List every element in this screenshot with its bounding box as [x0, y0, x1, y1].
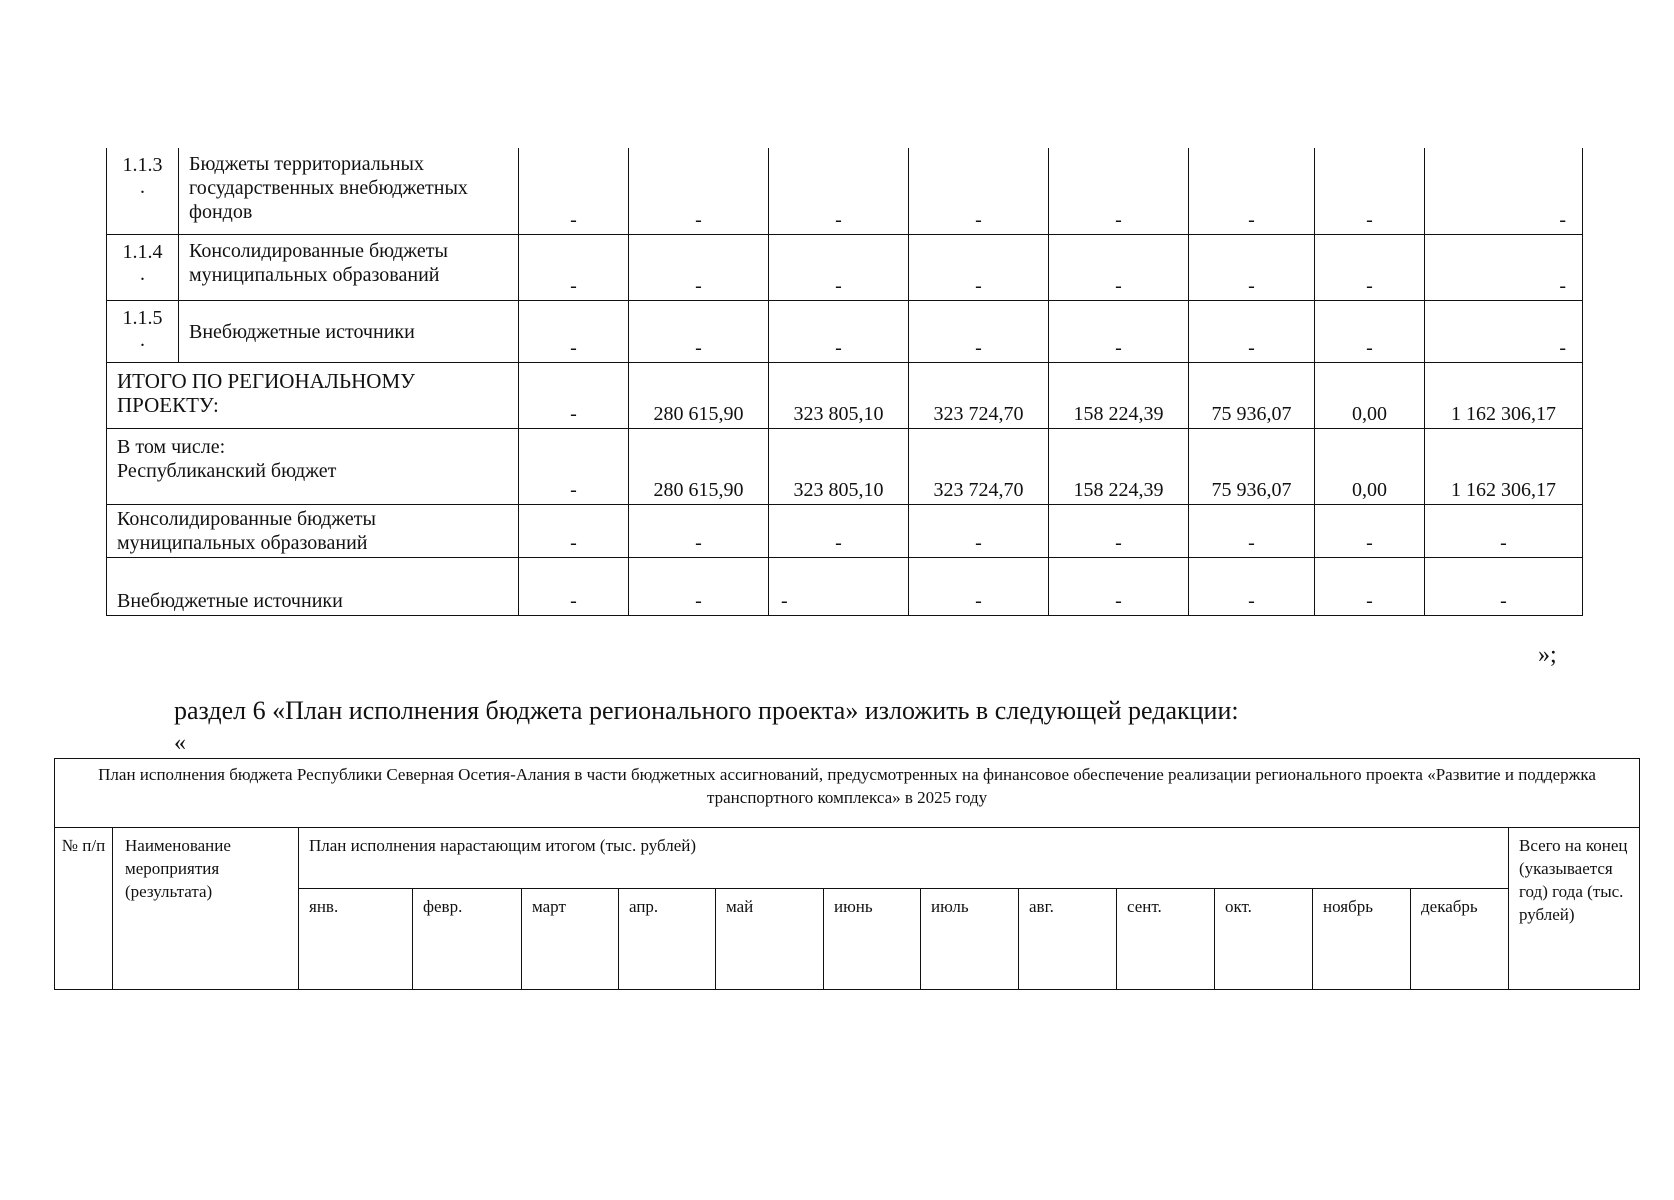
month-header: июль [921, 889, 1019, 990]
cell-value: - [1049, 148, 1189, 234]
including-label: В том числе: Республиканский бюджет [107, 428, 519, 504]
cell-value: 0,00 [1315, 428, 1425, 504]
month-header: март [522, 889, 619, 990]
cell-value: 280 615,90 [629, 428, 769, 504]
consolidated-row [107, 504, 1583, 557]
row-number: 1.1.4 . [107, 234, 179, 300]
cell-value: - [1315, 557, 1425, 615]
extrabudget-row [107, 557, 1583, 615]
cell-value: 323 724,70 [909, 428, 1049, 504]
cell-value: - [629, 234, 769, 300]
cell-value: - [629, 504, 769, 557]
cell-value: - [629, 300, 769, 362]
row-name: Консолидированные бюджеты муниципальных образований [179, 234, 519, 300]
total-row [107, 362, 1583, 428]
cell-value: - [769, 148, 909, 234]
cell-value: - [629, 148, 769, 234]
caption-row [55, 759, 1640, 828]
cell-value: - [769, 557, 909, 615]
row-name: Внебюджетные источники [179, 300, 519, 362]
cell-value: - [1189, 300, 1315, 362]
cell-value: - [519, 504, 629, 557]
cell-value: - [1189, 504, 1315, 557]
cell-value: 75 936,07 [1189, 428, 1315, 504]
section-instruction: раздел 6 «План исполнения бюджета регионального проекта» изложить в следующей редакции: [174, 696, 1239, 725]
cell-value: - [519, 428, 629, 504]
month-header: окт. [1215, 889, 1313, 990]
month-header: апр. [619, 889, 716, 990]
cell-value: 323 724,70 [909, 362, 1049, 428]
cell-value: - [1425, 300, 1583, 362]
month-header: авг. [1019, 889, 1117, 990]
cell-value: - [1189, 148, 1315, 234]
consolidated-label: Консолидированные бюджеты муниципальных образований [107, 504, 519, 557]
cell-value: - [1049, 234, 1189, 300]
cell-value: - [1315, 504, 1425, 557]
cell-value: - [1315, 300, 1425, 362]
cell-value: - [909, 504, 1049, 557]
month-header: май [716, 889, 824, 990]
col-header-number: № п/п [55, 828, 113, 990]
extrabudget-label: Внебюджетные источники [107, 557, 519, 615]
cell-value: 323 805,10 [769, 362, 909, 428]
row-name: Бюджеты территориальных государственных внебюджетных фондов [179, 148, 519, 234]
cell-value: - [519, 300, 629, 362]
row-number: 1.1.3 . [107, 148, 179, 234]
including-row [107, 428, 1583, 504]
table-row [107, 148, 1583, 234]
month-header: июнь [824, 889, 921, 990]
cell-value: 323 805,10 [769, 428, 909, 504]
cell-value: - [1425, 234, 1583, 300]
opening-quote: « [174, 730, 186, 756]
cell-value: - [909, 300, 1049, 362]
table-row [107, 234, 1583, 300]
cell-value: - [769, 504, 909, 557]
cell-value: 0,00 [1315, 362, 1425, 428]
total-label: ИТОГО ПО РЕГИОНАЛЬНОМУ ПРОЕКТУ: [107, 362, 519, 428]
col-header-plan: План исполнения нарастающим итогом (тыс. рублей) [299, 828, 1509, 889]
cell-value: - [1049, 504, 1189, 557]
cell-value: - [1425, 148, 1583, 234]
cell-value: - [1425, 504, 1583, 557]
cell-value: - [1315, 148, 1425, 234]
cell-value: - [519, 148, 629, 234]
cell-value: - [909, 557, 1049, 615]
cell-value: - [1049, 300, 1189, 362]
cell-value: - [769, 300, 909, 362]
cell-value: 1 162 306,17 [1425, 362, 1583, 428]
table-row [107, 300, 1583, 362]
cell-value: - [1189, 234, 1315, 300]
month-header: февр. [413, 889, 522, 990]
cell-value: - [519, 557, 629, 615]
cell-value: - [1425, 557, 1583, 615]
budget-table-continuation [106, 148, 1583, 616]
cell-value: 75 936,07 [1189, 362, 1315, 428]
cell-value: - [769, 234, 909, 300]
closing-quote: »; [1538, 642, 1557, 668]
cell-value: - [909, 234, 1049, 300]
cell-value: - [1049, 557, 1189, 615]
header-row [55, 828, 1640, 889]
cell-value: 1 162 306,17 [1425, 428, 1583, 504]
month-header: ноябрь [1313, 889, 1411, 990]
col-header-name: Наименование мероприятия (результата) [113, 828, 299, 990]
month-header: декабрь [1411, 889, 1509, 990]
cell-value: - [1315, 234, 1425, 300]
col-header-total: Всего на конец (указывается год) года (тыс. рублей) [1509, 828, 1640, 990]
cell-value: - [1189, 557, 1315, 615]
table-caption: План исполнения бюджета Республики Северная Осетия-Алания в части бюджетных ассигнований, предусмотренных на финансовое обеспечение реализации регионального проекта «Развитие и поддержка транспортного комплекса» в 2025 году [55, 759, 1640, 828]
month-header: сент. [1117, 889, 1215, 990]
cell-value: 280 615,90 [629, 362, 769, 428]
cell-value: - [909, 148, 1049, 234]
cell-value: - [629, 557, 769, 615]
month-header: янв. [299, 889, 413, 990]
budget-plan-table [54, 758, 1640, 990]
cell-value: - [519, 234, 629, 300]
row-number: 1.1.5 . [107, 300, 179, 362]
cell-value: 158 224,39 [1049, 362, 1189, 428]
cell-value: 158 224,39 [1049, 428, 1189, 504]
cell-value: - [519, 362, 629, 428]
